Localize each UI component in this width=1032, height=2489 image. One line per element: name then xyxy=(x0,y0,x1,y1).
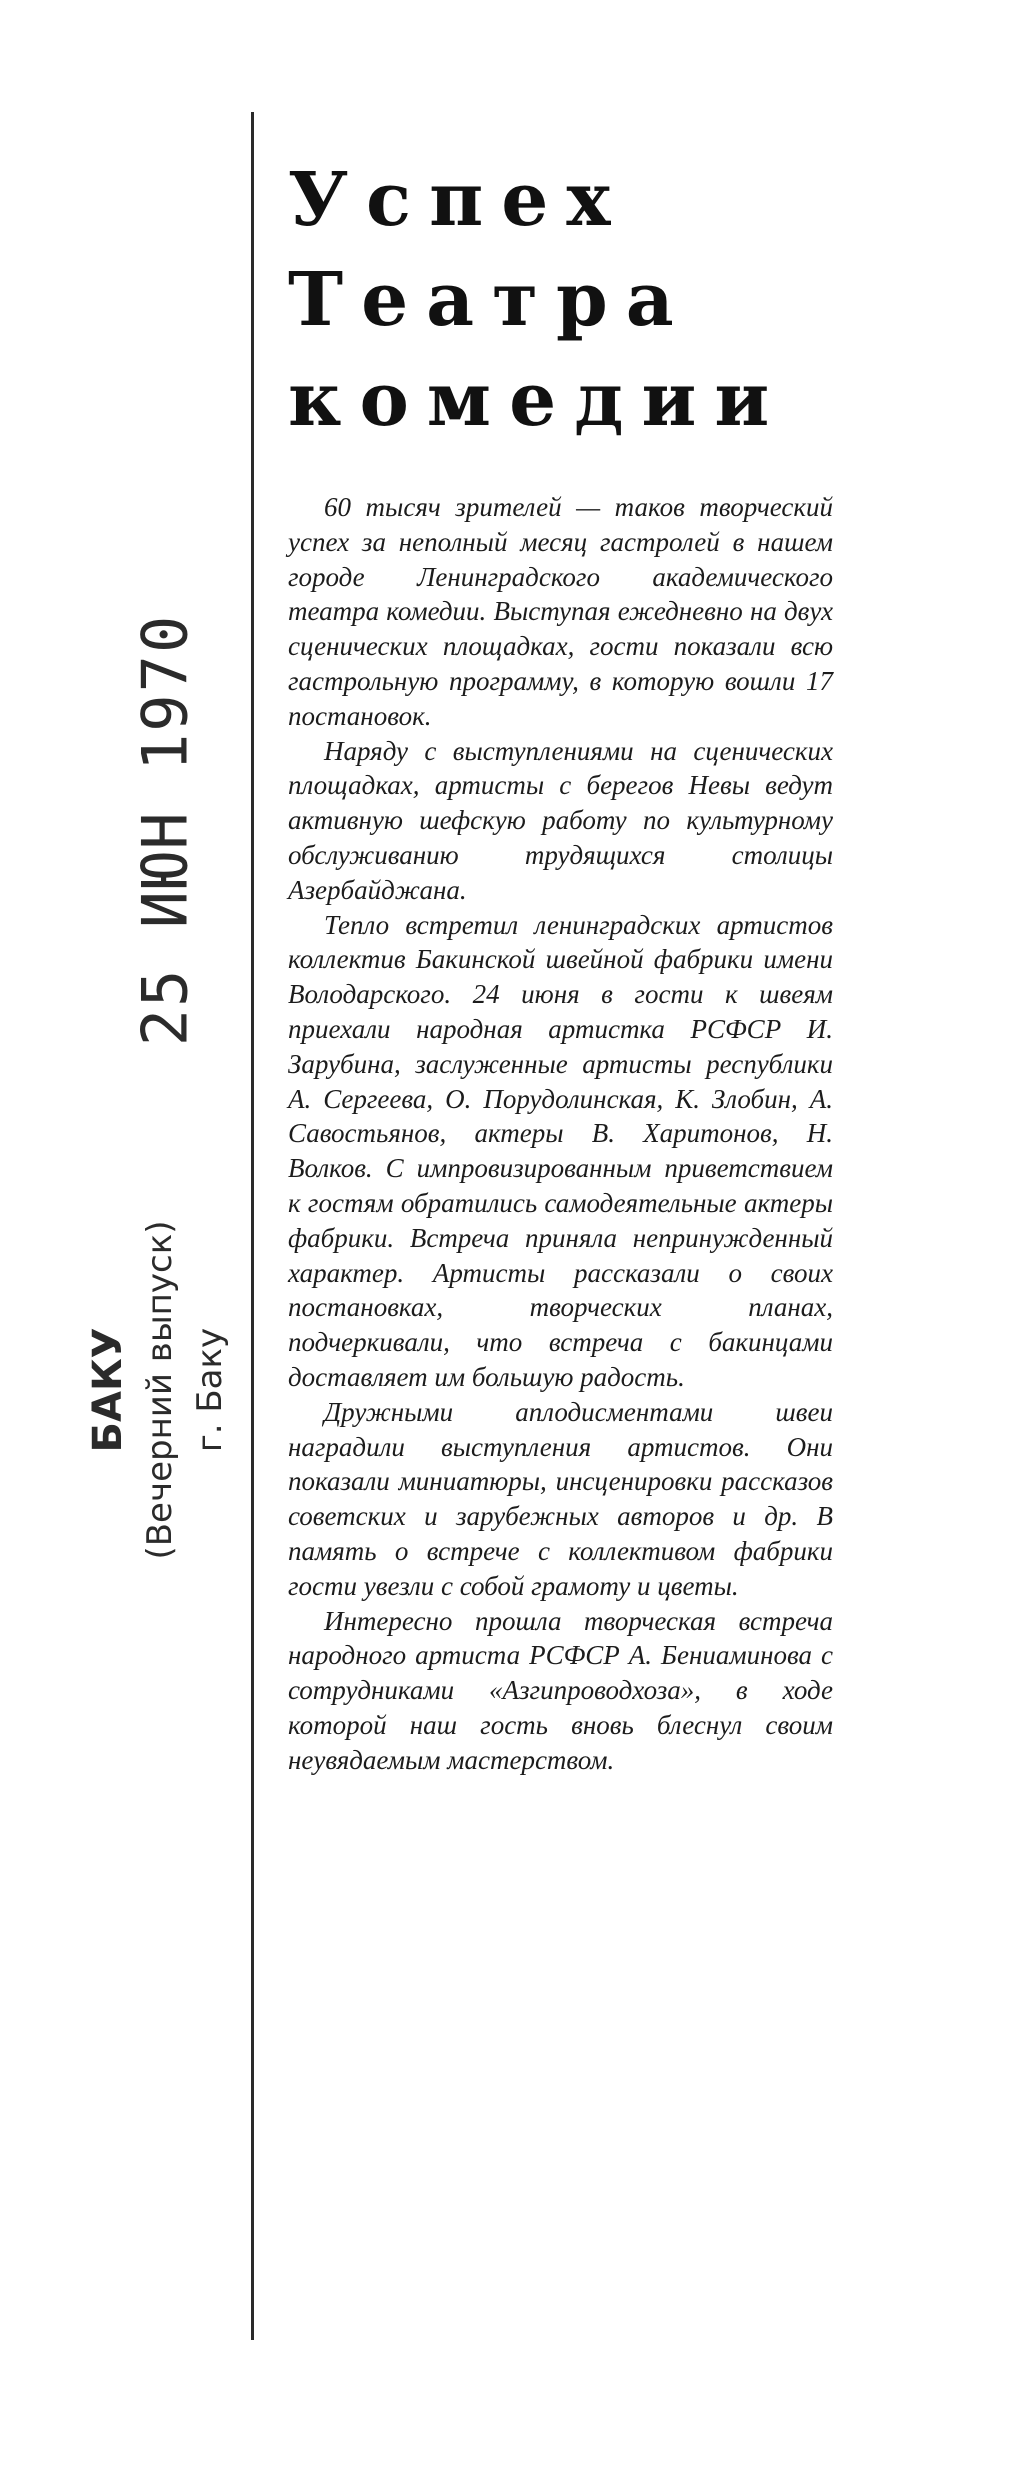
stamp-newspaper: БАКУ xyxy=(85,1327,131,1453)
stamp-date-block xyxy=(125,613,205,1047)
paragraph-3: Тепло встретил ленинградских артистов коллектив Бакинской швейной фабрики имени Володарского. 24 июня в гости к швеям приехали народная артистка РСФСР И. Зарубина, заслуженные артисты республики А. Сергеева, О. Порудолинская, К. Злобин, А. Савостьянов, актеры В. Харитонов, Н. Волков. С импровизированным приветствием к гостям обратились самодеятельные актеры фабрики. Встреча приняла непринужденный характер. Артисты рассказали о своих постановках, творческих планах, подчеркивали, что встреча с бакинцами доставляет им большую радость. xyxy=(288,909,833,1392)
article xyxy=(288,150,833,1777)
paragraph-2: Наряду с выступлениями на сценических площадках, артисты с берегов Невы ведут активную шефскую работу по культурному обслуживанию трудящихся столицы Азербайджана. xyxy=(288,735,833,905)
paragraph-1: 60 тысяч зрителей — таков творческий успех за неполный месяц гастролей в нашем городе Ленинградского академического театра комедии. Выступая ежедневно на двух сценических площадках, гости показали всю гастрольную программу, в которую вошли 17 постановок. xyxy=(288,492,833,731)
stamp-source-block xyxy=(60,1180,240,1600)
archive-stamp xyxy=(60,613,240,1650)
headline xyxy=(288,150,833,450)
paragraph-4: Дружными аплодисментами швеи наградили выступления артистов. Они показали миниатюры, инсценировки рассказов советских и зарубежных авторов и др. В память о встрече с коллективом фабрики гости увезли с собой грамоту и цветы. xyxy=(288,1396,833,1601)
stamp-edition: (Вечерний выпуск) xyxy=(140,1220,180,1560)
column-rule xyxy=(251,112,254,2340)
headline-line-3: комедии xyxy=(288,357,788,443)
article-body xyxy=(288,490,833,1777)
headline-line-2: Театра xyxy=(288,257,692,343)
paragraph-5: Интересно прошла творческая встреча народного артиста РСФСР А. Бениаминова с сотрудниками «Азгипроводхоза», в ходе которой наш гость вновь блеснул своим неувядаемым мастерством. xyxy=(288,1605,833,1775)
stamp-date: 25 ИЮН 1970 xyxy=(128,613,202,1047)
headline-line-1: Успех xyxy=(288,157,629,243)
stamp-city: г. Баку xyxy=(190,1327,230,1453)
